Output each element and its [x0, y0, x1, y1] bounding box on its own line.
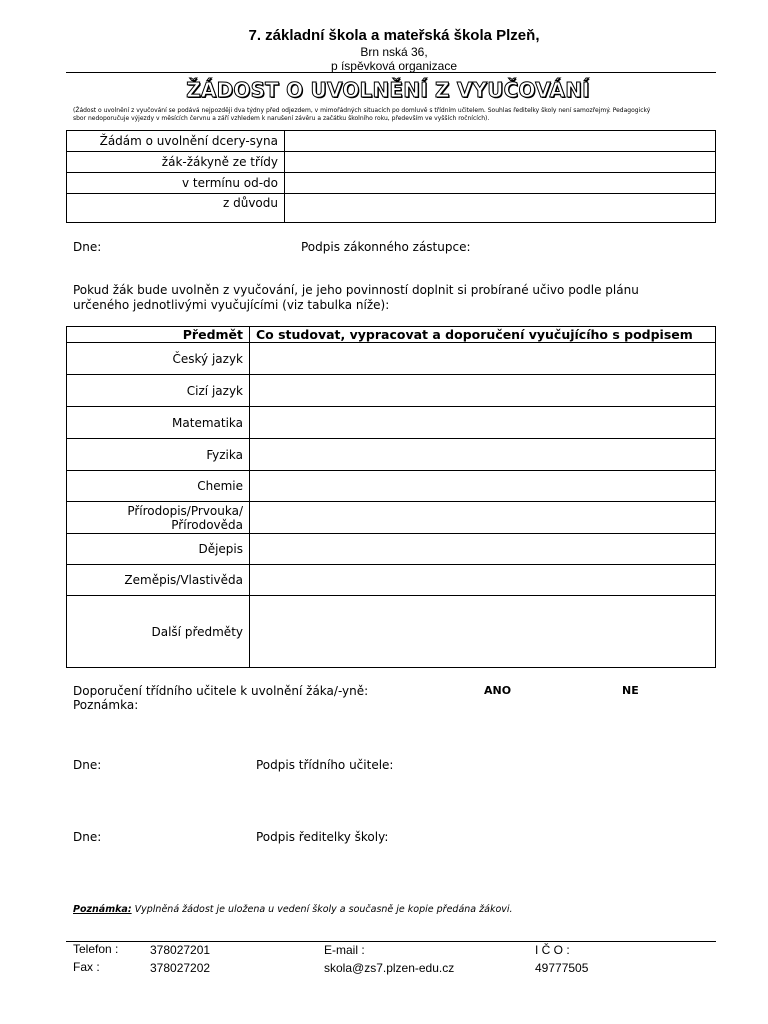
teacher-signature-label: Podpis třídního učitele:: [256, 758, 394, 772]
subject-name: [67, 343, 250, 375]
request-row-field[interactable]: [285, 131, 716, 152]
footnote-text: Vyplněná žádost je uložena u vedení školy a současně je kopie předána žákovi.: [131, 904, 513, 915]
subject-notes-field[interactable]: [250, 534, 716, 565]
subject-name-line1: Český jazyk: [172, 351, 243, 366]
fax-label: Fax :: [73, 960, 100, 974]
teacher-date-label: Dne:: [73, 758, 102, 772]
subject-notes-field[interactable]: [250, 375, 716, 407]
subject-notes-field[interactable]: [250, 565, 716, 596]
obligation-line2: určeného jednotlivými vyučujícími (viz tabulka níže):: [73, 298, 390, 312]
option-yes[interactable]: ANO: [484, 684, 512, 697]
ico-label: I Č O :: [535, 943, 570, 957]
subject-notes-field[interactable]: [250, 343, 716, 375]
request-row-label: Žádám o uvolnění dcery-syna: [67, 131, 285, 152]
ico-value: 49777505: [535, 961, 589, 975]
request-table: [66, 130, 716, 223]
subject-table-header: [67, 327, 716, 343]
subject-row: [67, 596, 716, 668]
phone-label: Telefon :: [73, 942, 119, 956]
subject-row: [67, 565, 716, 596]
footnote-label: Poznámka:: [73, 904, 132, 915]
subject-row: [67, 502, 716, 534]
subject-name: [67, 471, 250, 502]
school-address-line2: p íspěvková organizace: [330, 59, 458, 73]
subject-name: [67, 502, 250, 534]
fax-value: 378027202: [150, 961, 211, 975]
subject-name: [67, 565, 250, 596]
subject-name-line1: Další předměty: [151, 624, 243, 639]
principal-signature-label: Podpis ředitelky školy:: [256, 830, 389, 844]
request-row-label: žák-žákyně ze třídy: [67, 152, 285, 173]
subject-name: [67, 407, 250, 439]
date-label: Dne:: [73, 240, 102, 254]
phone-value: 378027201: [150, 943, 211, 957]
option-no[interactable]: NE: [622, 684, 639, 697]
request-row-label: z důvodu: [67, 194, 285, 223]
school-name: 7. základní škola a mateřská škola Plzeň,: [248, 27, 540, 44]
subject-name-line1: Přírodopis/Prvouka/: [127, 503, 243, 518]
request-row-field[interactable]: [285, 152, 716, 173]
request-row-field[interactable]: [285, 173, 716, 194]
request-row: [67, 131, 716, 152]
subject-name: [67, 534, 250, 565]
subject-name: [67, 439, 250, 471]
footnote: [73, 904, 513, 915]
subject-notes-field[interactable]: [250, 502, 716, 534]
document-title: ŽÁDOST O UVOLNĚNÍ Z VYUČOVÁNÍ: [186, 78, 590, 102]
subject-notes-field[interactable]: [250, 596, 716, 668]
subject-notes-field[interactable]: [250, 471, 716, 502]
subject-row: [67, 343, 716, 375]
principal-date-label: Dne:: [73, 830, 102, 844]
subject-notes-field[interactable]: [250, 439, 716, 471]
intro-note: [73, 107, 713, 123]
notes-column-header: Co studovat, vypracovat a doporučení vyučujícího s podpisem: [250, 327, 716, 343]
subject-name-line1: Chemie: [197, 479, 243, 493]
request-row: [67, 173, 716, 194]
recommendation-label: Doporučení třídního učitele k uvolnění žáka/-yně:: [73, 684, 369, 698]
request-row: [67, 194, 716, 223]
header-rule: [66, 72, 716, 73]
subject-name: [67, 375, 250, 407]
subject-row: [67, 439, 716, 471]
subject-row: [67, 471, 716, 502]
request-row-label: v termínu od-do: [67, 173, 285, 194]
subject-column-header: Předmět: [67, 327, 250, 343]
email-value[interactable]: skola@zs7.plzen-edu.cz: [324, 961, 455, 975]
subject-row: [67, 534, 716, 565]
email-label: E-mail :: [324, 943, 365, 957]
remark-label: Poznámka:: [73, 698, 139, 712]
subject-row: [67, 375, 716, 407]
school-address-line1: Brn nská 36,: [360, 45, 428, 59]
subject-name-line1: Fyzika: [206, 447, 243, 462]
subject-name-line1: Matematika: [172, 415, 243, 430]
guardian-signature-label: Podpis zákonného zástupce:: [301, 240, 471, 254]
request-row-field[interactable]: [285, 194, 716, 223]
subject-name-line1: Zeměpis/Vlastivěda: [124, 573, 243, 587]
subject-name-line1: Cizí jazyk: [186, 383, 243, 398]
subject-name-line1: Dějepis: [198, 542, 243, 556]
intro-note-line2: sbor nedoporučuje výjezdy v měsících červnu a září vzhledem k narušení závěru a začátku školního roku, především ve vyšších ročnících).: [73, 115, 490, 122]
obligation-line1: Pokud žák bude uvolněn z vyučování, je jeho povinností doplnit si probírané učivo podle plánu: [73, 283, 639, 297]
subject-notes-field[interactable]: [250, 407, 716, 439]
request-row: [67, 152, 716, 173]
subject-table: [66, 326, 716, 668]
footer-rule: [66, 941, 716, 942]
subject-name-line2: Přírodověda: [171, 517, 243, 532]
subject-name: [67, 596, 250, 668]
intro-note-line1: (Žádost o uvolnění z vyučování se podává nejpozději dva týdny před odjezdem, v mimořádných situacích po domluvě s třídním učitelem. Souhlas ředitelky školy není samozřejmý. Pedagogický: [73, 107, 651, 114]
subject-row: [67, 407, 716, 439]
